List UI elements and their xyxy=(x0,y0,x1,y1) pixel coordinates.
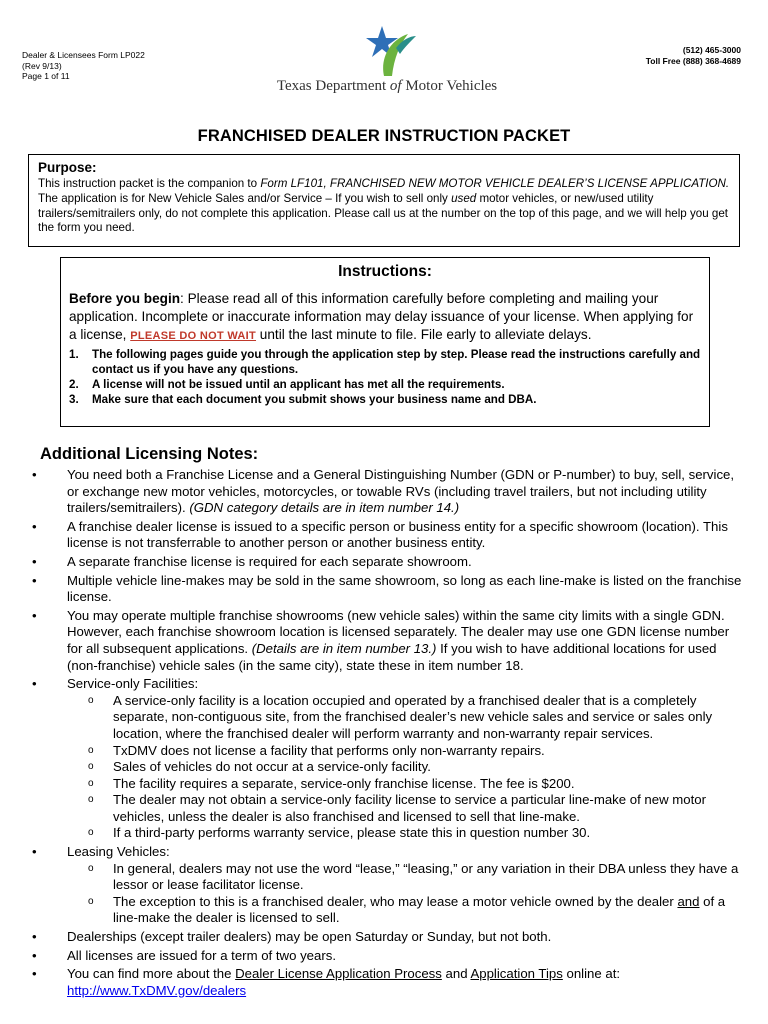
note-item: • Multiple vehicle line-makes may be sold in the same showroom, so long as each line-make is listed on the franchise license. xyxy=(32,572,742,605)
dealer-license-process-link[interactable]: Dealer License Application Process xyxy=(235,966,442,982)
bullet-icon: • xyxy=(32,553,37,569)
circle-bullet-icon: o xyxy=(88,862,94,874)
instructions-heading: Instructions: xyxy=(338,263,432,280)
purpose-heading: Purpose: xyxy=(38,160,97,175)
txdmv-dealers-link[interactable]: http://www.TxDMV.gov/dealers xyxy=(67,982,247,998)
notes-heading: Additional Licensing Notes: xyxy=(40,445,259,463)
application-tips-link[interactable]: Application Tips xyxy=(470,966,563,982)
sub-item: o The exception to this is a franchised dealer, who may lease a motor vehicle owned by the dealer and of a line-make the dealer is licensed to sell. xyxy=(88,893,726,926)
sub-item: o In general, dealers may not use the word “lease,” “leasing,” or any variation in their DBA unless they have a lessor or lease facilitator license. xyxy=(88,860,739,893)
bullet-icon: • xyxy=(32,844,37,860)
sub-item: o The dealer may not obtain a service-only facility license to service a particular line-make of new motor vehicles, unless the dealer is also franchised and licensed to sell that line-make. xyxy=(88,792,706,824)
note-item: • Leasing Vehicles: o In general, dealers may not use the word “lease,” “leasing,” or any variation in their DBA unless they have a lessor or lease facilitator license. o The exception to this is a franchised dealer, who may lease a motor vehicle owned by the dealer and of a line-make the dealer is licensed to sell. xyxy=(28,844,744,927)
phone-number: (512) 465-3000 xyxy=(682,45,741,55)
circle-bullet-icon: o xyxy=(88,777,94,789)
instructions-intro: Before you begin: Please read all of this information carefully before completing and mailing your application. Incomplete or inaccurate information may delay issuance of your license. When applying for a license, PLEASE DO NOT WAIT until the last minute to file. File early to alleviate delays. xyxy=(69,291,694,342)
bullet-icon: • xyxy=(32,518,37,534)
note-item: • You can find more about the Dealer License Application Process and Application Tips online at: http://www.TxDMV.gov/dealers xyxy=(32,966,621,998)
document-title: FRANCHISED DEALER INSTRUCTION PACKET xyxy=(197,127,571,145)
bullet-icon: • xyxy=(32,947,37,963)
note-item: • A franchise dealer license is issued to a specific person or business entity for a specific showroom (location). This license is not transferrable to another person or another business entity. xyxy=(32,518,728,551)
instruction-item: 3. Make sure that each document you submit shows your business name and DBA. xyxy=(69,393,537,406)
circle-bullet-icon: o xyxy=(88,827,94,839)
bullet-icon: • xyxy=(32,966,37,982)
bullet-icon: • xyxy=(32,467,37,482)
sub-item: o A service-only facility is a location occupied and operated by a franchised dealer that is a completely separate, non-contiguous site, from the franchised dealer’s new vehicle sales and service or sales only location, where the franchised dealer will perform warranty and non-warranty repair services. xyxy=(88,692,713,741)
circle-bullet-icon: o xyxy=(88,761,94,773)
contact-phones xyxy=(646,45,741,66)
texas-star-icon xyxy=(356,18,418,78)
toll-free-number: Toll Free (888) 368-4689 xyxy=(645,55,741,66)
note-item: • Dealerships (except trailer dealers) may be open Saturday or Sunday, but not both. xyxy=(32,929,552,945)
bullet-icon: • xyxy=(32,607,37,623)
circle-bullet-icon: o xyxy=(88,794,94,806)
bullet-icon: • xyxy=(32,929,37,945)
note-item: • You need both a Franchise License and a General Distinguishing Number (GDN or P-number) to buy, sell, service, or exchange new motor vehicles, motorcycles, or towable RVs (including travel trailers, but not including utility trailers/semitrailers). (GDN category details are in item number 14.) xyxy=(32,467,735,516)
purpose-text: This instruction packet is the companion to Form LF101, FRANCHISED NEW MOTOR VEHICLE DEALER’S LICENSE APPLICATION. The application is for New Vehicle Sales and/or Service – If you wish to sell only used motor vehicles, or new/used utility trailers/semitrailers only, do not complete this application. Please call us at the number on the top of this page, and we will help you get the form you need. xyxy=(38,177,730,235)
instructions-list xyxy=(69,347,701,407)
instruction-item: 1. The following pages guide you through the application step by step. Please read the instructions carefully and contact us if you have any questions. xyxy=(69,348,701,376)
licensing-notes-list xyxy=(28,467,744,1001)
txdmv-logo xyxy=(262,18,512,98)
purpose-box xyxy=(28,154,740,247)
form-identifier xyxy=(22,50,145,82)
form-revision: (Rev 9/13) xyxy=(22,60,62,71)
sub-item: o The facility requires a separate, service-only franchise license. The fee is $200. xyxy=(88,775,575,791)
instructions-box xyxy=(60,257,710,427)
circle-bullet-icon: o xyxy=(88,895,94,907)
note-item: • You may operate multiple franchise showrooms (new vehicle sales) within the same city limits with a single GDN. However, each franchise showroom location is licensed separately. The dealer may use one GDN license number for all subsequent applications. (Details are in item number 13.) If you wish to have additional locations for used (non-franchise) vehicle sales (in the same city), state these in item number 18. xyxy=(32,607,730,673)
logo-wordmark: Texas Department of Motor Vehicles xyxy=(276,78,498,94)
sub-item: o TxDMV does not license a facility that performs only non-warranty repairs. xyxy=(88,742,545,758)
form-number: Dealer & Licensees Form LP022 xyxy=(22,50,145,60)
do-not-wait-warning: PLEASE DO NOT WAIT xyxy=(130,330,257,342)
bullet-icon: • xyxy=(32,572,37,588)
note-item: • All licenses are issued for a term of two years. xyxy=(32,947,336,963)
circle-bullet-icon: o xyxy=(88,744,94,756)
instruction-item: 2. A license will not be issued until an applicant has met all the requirements. xyxy=(69,378,505,391)
note-item: • Service-only Facilities: o A service-only facility is a location occupied and operated by a franchised dealer that is a completely separate, non-contiguous site, from the franchised dealer’s new vehicle sales and service or sales only location, where the franchised dealer will perform warranty and non-warranty repair services. o TxDMV does not license a facility that performs only non-warranty repairs. o Sales of vehicles do not occur at a service-only facility. o The facility requires a separate, service-only franchise license. The fee is $200. o The dealer may not obtain a service-only facility license to service a particular line-make of new motor vehicles, unless the dealer is also franchised and licensed to sell that line-make. o If a third-party performs warranty service, please state this in question number 30. xyxy=(28,676,744,842)
circle-bullet-icon: o xyxy=(88,694,94,706)
page-number: Page 1 of 11 xyxy=(22,71,70,81)
note-item: • A separate franchise license is required for each separate showroom. xyxy=(32,553,472,569)
sub-item: o If a third-party performs warranty service, please state this in question number 30. xyxy=(88,825,591,841)
sub-item: o Sales of vehicles do not occur at a service-only facility. xyxy=(88,759,431,775)
bullet-icon: • xyxy=(32,676,37,692)
